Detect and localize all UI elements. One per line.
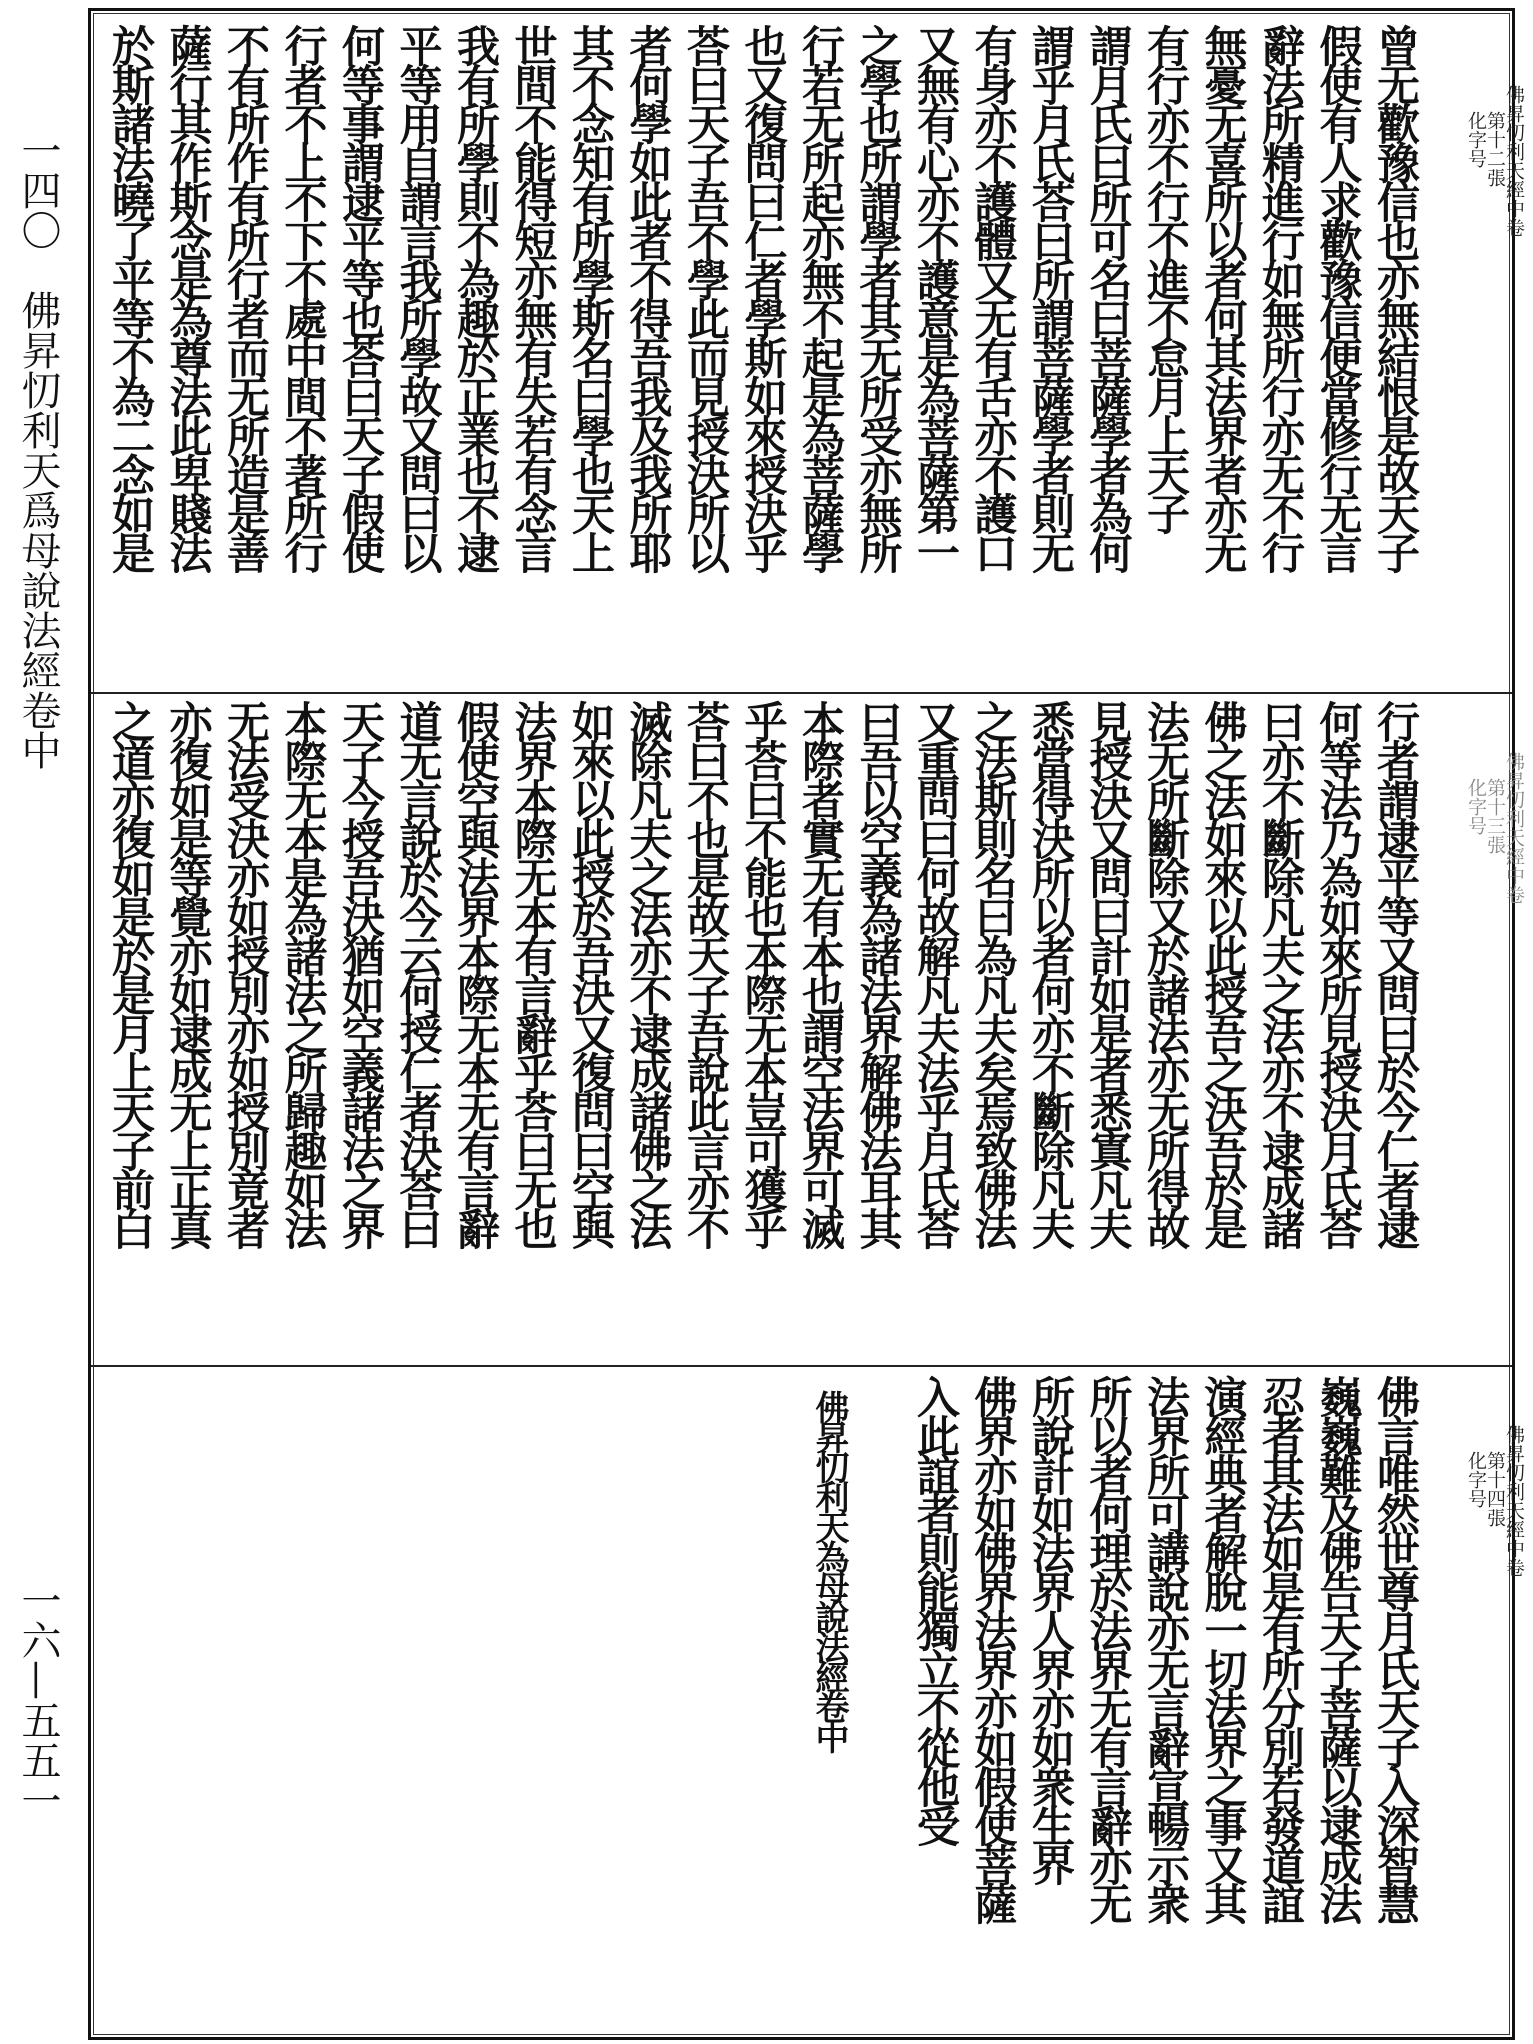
text-column: 曰亦不斷除凡夫之法亦不逮成諸 xyxy=(1255,700,1305,1246)
text-column: 平等用自謂言我所學故又問曰以 xyxy=(392,24,443,570)
text-column: 道无言說於今云何授仁者決荅曰 xyxy=(392,700,443,1246)
note-sheet: 第十四張 xyxy=(1484,1451,1506,1527)
text-column: 謂乎月氏荅曰所謂菩薩學者則无 xyxy=(1025,24,1075,570)
text-column: 佛之法如來以此授吾之決吾於是 xyxy=(1197,700,1248,1246)
note-title: 佛昇忉利天經中卷 xyxy=(1503,752,1525,904)
text-column: 不有所作有所行者而无所造是善 xyxy=(220,24,270,570)
text-column: 入此誼者則能獨立不從他受 xyxy=(910,1375,960,1843)
note-title: 佛昇忉利天經中卷 xyxy=(1503,1425,1525,1577)
text-column: 佛言唯然世尊月氏天子入深智慧 xyxy=(1370,1375,1420,1921)
text-column: 巍巍難及佛告天子菩薩以逮成法 xyxy=(1312,1375,1363,1921)
text-column: 无法受決亦如授別亦如授別竟者 xyxy=(220,700,270,1246)
note-mark: 化字号 xyxy=(1465,111,1487,168)
margin-page-number: 一六—五五一 xyxy=(15,1580,61,1820)
text-column: 有行亦不行不進不怠月上天子 xyxy=(1140,24,1190,531)
note-title: 佛昇忉利天經中卷 xyxy=(1503,85,1525,237)
panel-divider xyxy=(91,1365,1512,1367)
note-mark: 化字号 xyxy=(1465,778,1487,835)
text-column: 謂月氏曰所可名曰菩薩學者為何 xyxy=(1082,24,1133,570)
text-column: 法界所可講說亦无言辭宣暢示衆 xyxy=(1140,1375,1190,1921)
text-column: 天子今授吾決猶如空義諸法之界 xyxy=(335,700,385,1246)
text-column: 佛界亦如佛界法界亦如假使菩薩 xyxy=(967,1375,1018,1921)
text-column: 之學也所謂學者其无所受亦無所 xyxy=(852,24,903,570)
text-column: 無憂无喜所以者何其法界者亦无 xyxy=(1197,24,1248,570)
text-column: 行者謂逮平等又問曰於今仁者逮 xyxy=(1370,700,1420,1246)
margin-fascicle: 卷中 xyxy=(15,690,61,770)
text-column: 者何學如此者不得吾我及我所耶 xyxy=(622,24,673,570)
text-column: 所說計如法界人界亦如衆生界 xyxy=(1025,1375,1075,1882)
text-column: 見授決又問曰計如是者悉寘凡夫 xyxy=(1082,700,1133,1246)
sheet-note xyxy=(1466,752,1523,904)
note-sheet: 第十三張 xyxy=(1484,778,1506,854)
text-column: 法界本際无本有言辭乎荅曰无也 xyxy=(507,700,558,1246)
text-column: 有身亦不護體又无有舌亦不護口 xyxy=(967,24,1018,570)
text-column: 世間不能得短亦無有失若有念言 xyxy=(507,24,558,570)
text-column: 本際无本是為諸法之所歸趣如法 xyxy=(277,700,328,1246)
text-column: 又無有心亦不護意是為菩薩第一 xyxy=(910,24,960,570)
text-column: 之道亦復如是於是月上天子前白 xyxy=(105,700,155,1246)
text-column: 本際者實无有本也謂空法界可滅 xyxy=(795,700,845,1246)
text-column: 薩行其作斯念是為尊法此卑賤法 xyxy=(162,24,213,570)
text-column: 於斯諸法曉了平等不為二念如是 xyxy=(105,24,155,570)
text-column: 法无所斷除又於諸法亦无所得故 xyxy=(1140,700,1190,1246)
text-column: 何等法乃為如來所見授決月氏荅 xyxy=(1312,700,1363,1246)
text-column: 悉當得決所以者何亦不斷除凡夫 xyxy=(1025,700,1075,1246)
panel-divider xyxy=(91,692,1512,694)
margin-volume-number: 一四〇 xyxy=(15,130,61,250)
text-column: 辭法所精進行如無所行亦无不行 xyxy=(1255,24,1305,570)
text-column: 我有所學則不為趣於正業也不逮 xyxy=(450,24,500,570)
text-column: 演經典者解脫一切法界之事又其 xyxy=(1197,1375,1248,1921)
text-column: 荅曰天子吾不學此而見授決所以 xyxy=(680,24,730,570)
text-column: 其不念知有所學斯名曰學也天上 xyxy=(565,24,615,570)
text-column: 乎荅曰不能也本際无本豈可獲乎 xyxy=(737,700,788,1246)
text-column: 又重問曰何故解凡夫法乎月氏荅 xyxy=(910,700,960,1246)
text-column: 忍者其法如是有所分別若發道誼 xyxy=(1255,1375,1305,1921)
text-column: 荅曰不也是故天子吾說此言亦不 xyxy=(680,700,730,1246)
closing-title: 佛昇忉利天為母說法經卷中 xyxy=(809,1390,849,1750)
text-column: 行若无所起亦無不起是為菩薩學 xyxy=(795,24,845,570)
text-column: 行者不上不下不處中間不著所行 xyxy=(277,24,328,570)
text-column: 曾无歡豫信也亦無結恨是故天子 xyxy=(1370,24,1420,570)
text-column: 曰吾以空義為諸法界解佛法耳其 xyxy=(852,700,903,1246)
text-column: 之法斯則名曰為凡夫矣焉致佛法 xyxy=(967,700,1018,1246)
text-column: 如來以此授於吾決又復問曰空與 xyxy=(565,700,615,1246)
text-column: 也又復問曰仁者學斯如來授決乎 xyxy=(737,24,788,570)
text-column: 滅除凡夫之法亦不逮成諸佛之法 xyxy=(622,700,673,1246)
text-column: 假使空與法界本際无本无有言辭 xyxy=(450,700,500,1246)
text-column: 假使有人求歡豫信便當修行无言 xyxy=(1312,24,1363,570)
text-column: 所以者何理於法界无有言辭亦无 xyxy=(1082,1375,1133,1921)
text-column: 何等事謂逮平等也荅曰天子假使 xyxy=(335,24,385,570)
note-sheet: 第十二張 xyxy=(1484,111,1506,187)
margin-sutra-title: 佛昇忉利天爲母說法經 xyxy=(15,290,61,690)
sheet-note xyxy=(1466,85,1523,237)
text-column: 亦復如是等覺亦如逮成无上正真 xyxy=(162,700,213,1246)
note-mark: 化字号 xyxy=(1465,1451,1487,1508)
sheet-note xyxy=(1466,1425,1523,1577)
